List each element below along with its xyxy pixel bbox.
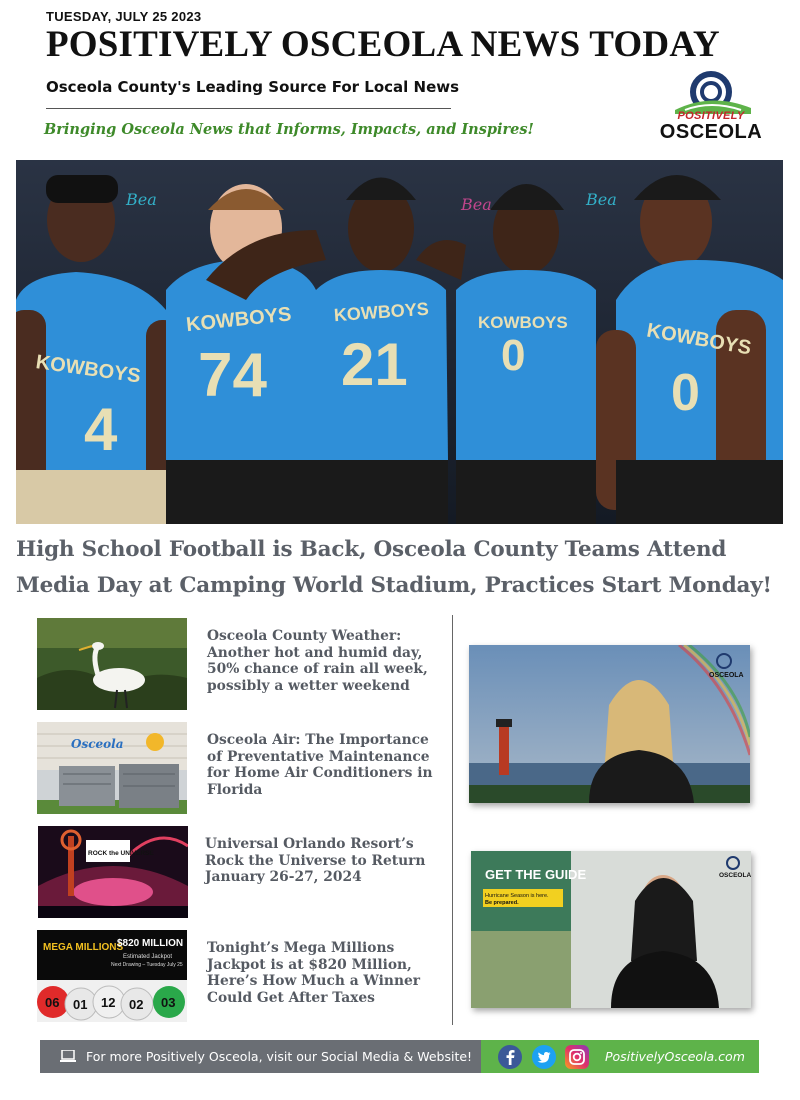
lead-headline[interactable]: High School Football is Back, Osceola County Teams Attend Media Day at Camping World Stadium, Practices Start Monday! [16,537,772,598]
ball-3: 12 [101,995,116,1010]
header-rule [46,108,451,109]
svg-text:Bea: Bea [126,190,157,209]
website-link[interactable]: PositivelyOsceola.com [605,1049,745,1064]
thumb-air-brand: Osceola [71,737,124,751]
svg-text:Bea: Bea [461,195,492,214]
story-title-rock-the-universe[interactable]: Universal Orlando Resort’s Rock the Universe to Return January 26-27, 2024 [205,836,426,885]
svg-text:Bea: Bea [586,190,617,209]
weather-video-illustration [469,645,750,803]
column-divider [452,615,453,1025]
tagline: Osceola County's Leading Source For Local News [46,78,460,96]
hero-photo-football-players[interactable] [16,160,783,524]
video-hurricane-guide[interactable] [471,851,751,1008]
logo-text-osceola: OSCEOLA [659,121,763,143]
positively-osceola-logo[interactable] [655,70,767,150]
mega-millions-illustration [37,930,187,1022]
footer-bar [40,1040,759,1073]
logo-swirl-icon [655,70,767,114]
video2-guide-sub1: Hurricane Season is here. [485,893,549,899]
ball-1: 06 [45,995,60,1010]
jersey-word-2: KOWBOYS [185,303,293,337]
jersey-number-4: 0 [501,331,526,380]
issue-date: TUESDAY, JULY 25 2023 [46,9,202,24]
footer-prompt-text: For more Positively Osceola, visit our Social Media & Website! [86,1049,473,1064]
video2-logo-text: OSCEOLA [719,872,751,879]
logo-text-positively: POSITIVELY [677,110,745,122]
story-title-mega-millions[interactable]: Tonight’s Mega Millions Jackpot is at $820 Million, Here’s How Much a Winner Could Get After Taxes [207,940,421,1006]
ball-2: 01 [73,997,88,1012]
ball-4: 02 [129,997,144,1012]
footer-social-prompt [40,1040,481,1073]
jersey-number-2: 74 [198,341,267,410]
masthead-title: POSITIVELY OSCEOLA NEWS TODAY [46,24,720,65]
thumb-mega-millions-graphic[interactable] [37,930,187,1022]
video-weather-forecast[interactable] [469,645,750,803]
hero-illustration [16,160,783,524]
jersey-number-1: 4 [84,396,118,463]
thumb-mega-sub1: Estimated Jackpot [123,954,173,960]
jersey-word-3: KOWBOYS [333,298,430,326]
thumb-mega-amount: $820 MILLION [117,938,184,949]
video2-guide-title: GET THE GUIDE [485,867,587,882]
thumb-mega-brand: MEGA MILLIONS [43,942,124,953]
jersey-number-3: 21 [341,331,408,398]
thumb-air-conditioners-photo[interactable] [37,722,187,814]
story-title-weather[interactable]: Osceola County Weather: Another hot and humid day, 50% chance of rain all week, possibly a wetter weekend [207,628,428,694]
twitter-icon[interactable] [532,1045,556,1069]
jersey-word-5: KOWBOYS [645,319,753,360]
egret-illustration [37,618,187,710]
ball-5: 03 [161,995,176,1010]
hurricane-video-illustration [471,851,751,1008]
instagram-icon[interactable] [565,1045,589,1069]
thumb-egret-photo[interactable] [37,618,187,710]
jersey-number-5: 0 [671,364,700,422]
jersey-word-1: KOWBOYS [34,351,142,388]
facebook-icon[interactable] [498,1045,522,1069]
jersey-word-4: KOWBOYS [478,313,568,332]
footer-links [481,1040,759,1073]
story-title-osceola-air[interactable]: Osceola Air: The Importance of Preventative Maintenance for Home Air Conditioners in Florida [207,732,433,798]
concert-illustration [38,826,188,918]
thumb-rock-universe-logo: ROCK the UNIVERSE [88,850,154,857]
thumb-concert-photo[interactable] [38,826,188,918]
laptop-icon [60,1050,76,1063]
thumb-mega-sub2: Next Drawing – Tuesday July 25 [111,962,183,968]
video2-guide-sub2: Be prepared. [485,900,519,906]
slogan: Bringing Osceola News that Informs, Impacts, and Inspires! [44,121,534,138]
video1-logo-text: OSCEOLA [709,672,744,679]
ac-units-illustration [37,722,187,814]
